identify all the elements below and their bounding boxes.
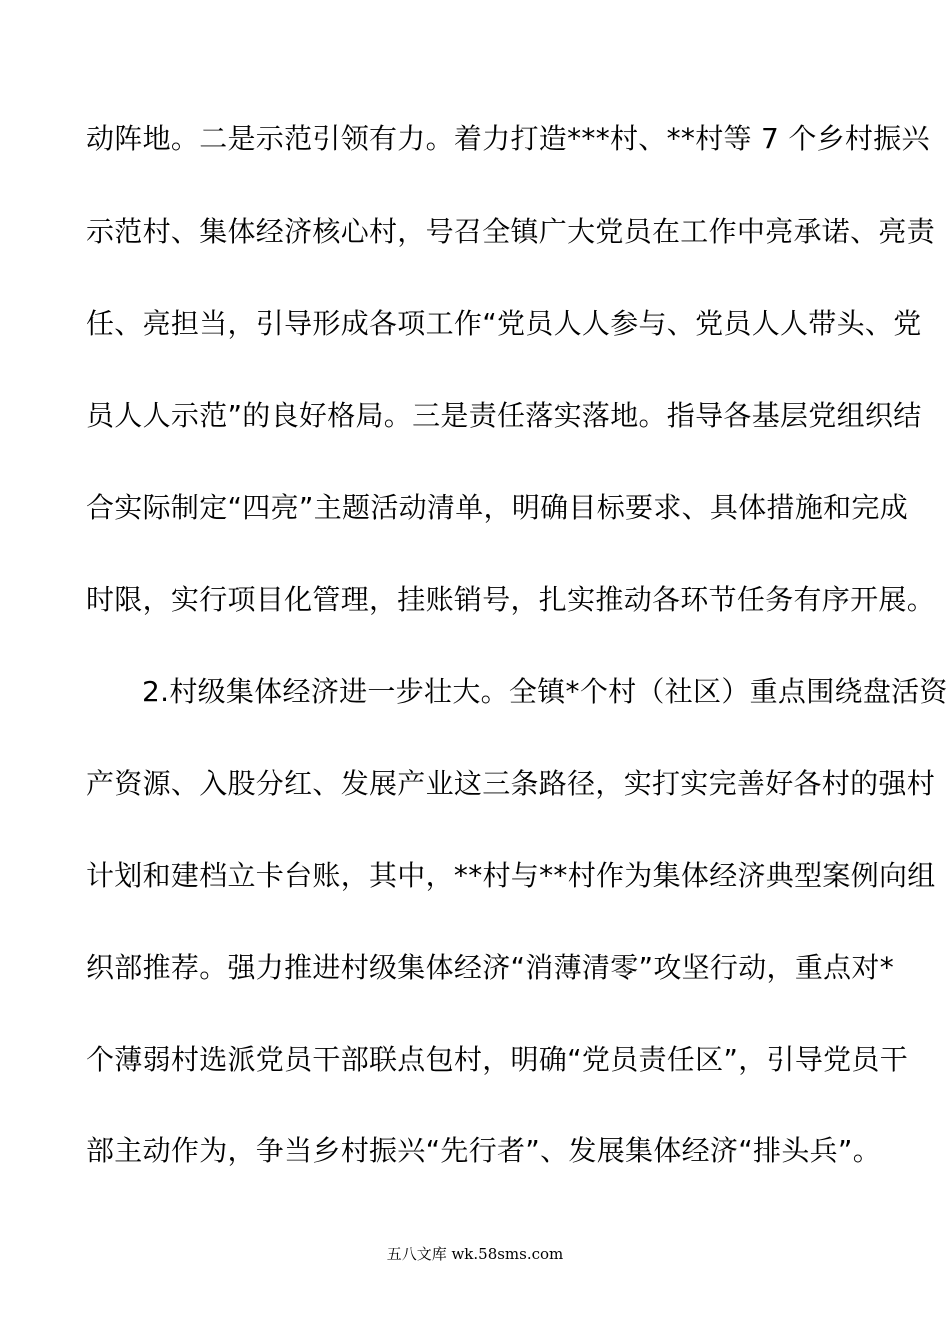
text-line: 时限，实行项目化管理，挂账销号，扎实推动各环节任务有序开展。 — [86, 583, 936, 616]
footer-watermark: 五八文库 wk.58sms.com — [386, 1245, 564, 1263]
text-line: 计划和建档立卡台账，其中，**村与**村作为集体经济典型案例向组 — [86, 859, 936, 892]
text-line: 部主动作为，争当乡村振兴“先行者”、发展集体经济“排头兵”。 — [86, 1134, 882, 1167]
text-line: 动阵地。二是示范引领有力。着力打造***村、**村等 7 个乡村振兴 — [86, 122, 930, 155]
text-line: 任、亮担当，引导形成各项工作“党员人人参与、党员人人带头、党 — [86, 307, 922, 340]
text-line: 合实际制定“四亮”主题活动清单，明确目标要求、具体措施和完成 — [86, 491, 909, 524]
text-line: 示范村、集体经济核心村，号召全镇广大党员在工作中亮承诺、亮责 — [86, 215, 936, 248]
paragraph-start-line: 2.村级集体经济进一步壮大。全镇*个村（社区）重点围绕盘活资 — [142, 675, 948, 708]
text-line: 员人人示范”的良好格局。三是责任落实落地。指导各基层党组织结 — [86, 399, 922, 432]
text-line: 个薄弱村选派党员干部联点包村，明确“党员责任区”，引导党员干 — [86, 1043, 909, 1076]
text-line: 织部推荐。强力推进村级集体经济“消薄清零”攻坚行动，重点对* — [86, 951, 895, 984]
text-line: 产资源、入股分红、发展产业这三条路径，实打实完善好各村的强村 — [86, 767, 936, 800]
